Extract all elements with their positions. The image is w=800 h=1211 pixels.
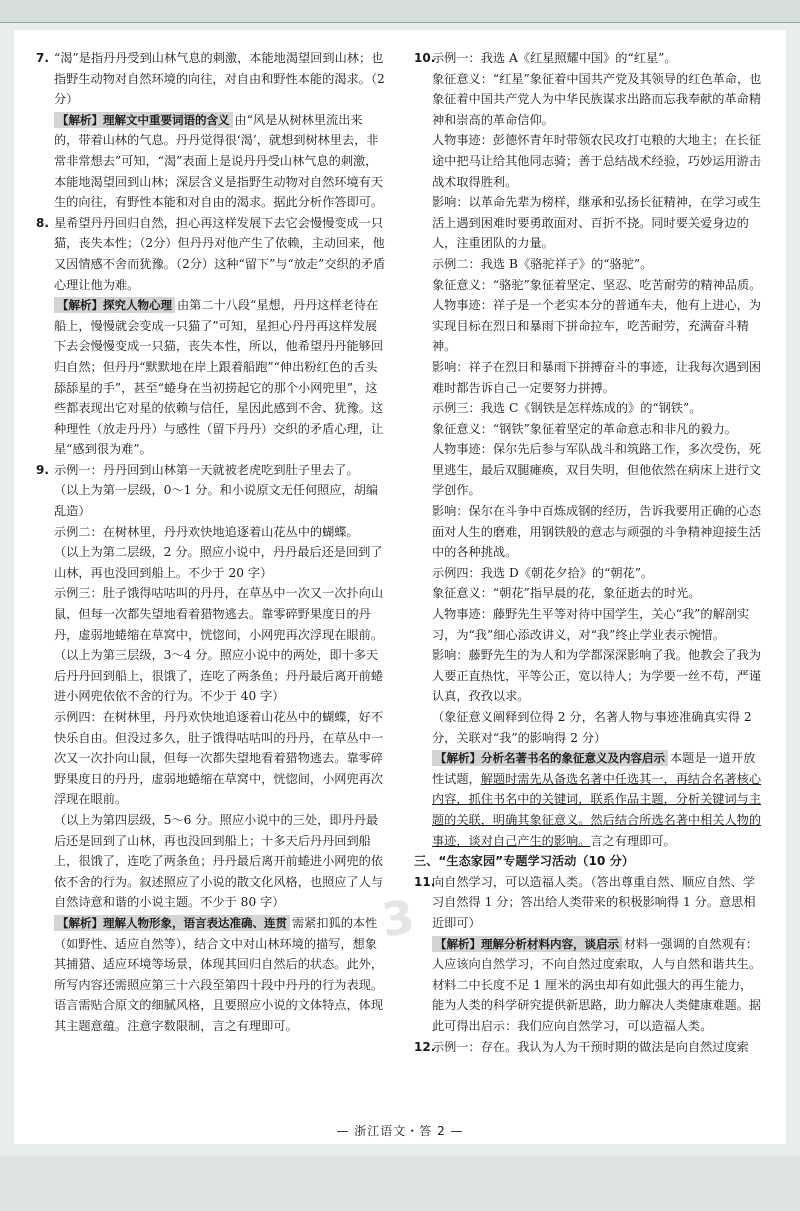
analysis-tag: 【解析】分析名著书名的象征意义及内容启示 [432,750,668,766]
example-1-title: 示例一：我选 A《红星照耀中国》的“红星”。 [432,51,677,65]
analysis-underlined: 解题时需先从备选名著中任选其一，再结合名著核心内容，抓住书名中的关键词，联系作品主题，分析关键词与主题的关联，明确其象征意义。然后结合所选名著中相关人物的事迹，谈对自己产生的影响。 [432,771,762,848]
example-4: 示例四：在树林里，丹丹欢快地追逐着山花丛中的蝴蝶，好不快乐自由。但没过多久，肚子饿得咕咕叫的丹丹，在草丛中一次又一次扑向山鼠，但每一次都失望地看着猎物逃去。靠零碎野果度日的丹丹，虚弱地蜷缩在草窝中，恍惚间，小网兜再次浮现在眼前。 [54,710,384,807]
example-1-deeds: 人物事迹：彭德怀青年时带领农民攻打屯粮的大地主；在长征途中把马让给其他同志骑；善于总结战术经验，巧妙运用游击战术取得胜利。 [432,133,762,189]
question-12 [414,1037,764,1058]
example-3-title: 示例三：我选 C《钢铁是怎样炼成的》的“钢铁”。 [432,401,702,416]
answer-text: 示例一：存在。我认为人为干预时期的做法是向自然过度索 [432,1039,749,1054]
example-3-deeds: 人物事迹：保尔先后参与军队战斗和筑路工作，多次受伤，死里逃生，最后双腿瘫痪，双目失明，但他依然在病床上进行文学创作。 [432,442,762,498]
scoring-note: （象征意义阐释到位得 2 分，名著人物与事迹准确真实得 2 分，关联对“我”的影响得 2 分） [432,710,752,745]
bottom-band [0,1156,800,1211]
level-4-note: （以上为第四层级，5～6 分。照应小说中的三处，即丹丹最后还是回到了山林，再也没回到船上；十多天后丹丹回到船上，很饿了，连吃了两条鱼；丹丹最后离开前蜷进小网兜的依依不舍的行为。叙述照应了小说的散文化风格，也照应了人与自然诗意和谐的小说主题。不少于 80 字） [54,812,384,910]
top-band [0,0,800,22]
analysis-tag: 【解析】理解人物形象，语言表达准确、连贯 [54,915,290,931]
example-3-symbol: 象征意义：“钢铁”象征着坚定的革命意志和非凡的毅力。 [432,421,737,436]
example-4-effect: 影响：藤野先生的为人和为学都深深影响了我。他教会了我为人要正直热忱，平等公正，宽以待人；为学要一丝不苟，严谨认真，孜孜以求。 [432,648,762,704]
question-number: 9. [36,462,49,477]
example-2: 示例二：在树林里，丹丹欢快地追逐着山花丛中的蝴蝶。 [54,524,359,539]
page-edge [0,22,800,23]
example-2-deeds: 人物事迹：祥子是一个老实本分的普通车夫，他有上进心，为实现目标在烈日和暴雨下拼命拉车，吃苦耐劳，充满奋斗精神。 [432,298,762,354]
example-3-effect: 影响：保尔在斗争中百炼成钢的经历，告诉我要用正确的心态面对人生的磨难，用钢铁般的意志与顽强的斗争精神迎接生活中的各种挑战。 [432,504,762,560]
level-1-note: （以上为第一层级，0～1 分。和小说原文无任何照应，胡编乱造） [54,483,379,519]
analysis-text: 需紧扣狐的本性（如野性、适应自然等），结合文中对山林环境的描写，想象其捕猎、适应环境等场景，体现其回归自然后的状态。此外，所写内容还需照应第三十六段至第四十段中丹丹的行为表现。语言需贴合原文的细腻风格，且要照应小说的文体特点，体现其主题意蕴。注意字数限制，言之有理即可。 [54,915,384,1033]
section-heading: 三、“生态家园”专题学习活动（10 分） [414,854,635,869]
question-9 [36,460,386,1037]
example-1-symbol: 象征意义：“红星”象征着中国共产党及其领导的红色革命，也象征着中国共产党人为中华民族谋求出路而忘我奉献的革命精神和崇高的革命信仰。 [432,71,762,127]
question-number: 12. [414,1039,436,1054]
example-2-symbol: 象征意义：“骆驼”象征着坚定、坚忍、吃苦耐劳的精神品质。 [432,277,762,292]
question-number: 11. [414,874,436,889]
watermark-logo: 3 [378,889,418,948]
question-number: 10. [414,51,436,65]
answer-text: 星希望丹丹回归自然，担心再这样发展下去它会慢慢变成一只猫，丧失本性；（2分）但丹丹对他产生了依赖，主动回来，他又因情感不舍而犹豫。（2分）这种“留下”与“放走”交织的矛盾心理让他为难。 [54,215,386,292]
answer-text: 向自然学习，可以造福人类。（答出尊重自然、顺应自然、学习自然得 1 分；答出给人类带来的积极影响得 1 分。意思相近即可） [432,874,756,930]
left-column [36,48,386,1037]
example-2-title: 示例二：我选 B《骆驼祥子》的“骆驼”。 [432,256,653,271]
example-2-effect: 影响：祥子在烈日和暴雨下拼搏奋斗的事迹，让我每次遇到困难时都告诉自己一定要努力拼搏。 [432,359,762,395]
answer-text: “渴”是指丹丹受到山林气息的刺激，本能地渴望回到山林；也指野生动物对自然环境的向往，对自由和野性本能的渴求。（2分） [54,51,385,107]
analysis-text: 本题是一道开放性试题， [432,751,756,786]
example-4-symbol: 象征意义：“朝花”指早晨的花，象征逝去的时光。 [432,586,701,601]
answer-page [14,30,786,1144]
page-footer: — 浙江语文・答 2 — [336,1124,464,1138]
level-2-note: （以上为第二层级，2 分。照应小说中，丹丹最后还是回到了山林，再也没回到船上。不少于 20 字） [54,545,383,580]
analysis-tag: 【解析】理解分析材料内容，谈启示 [432,936,622,952]
example-1-effect: 影响：以革命先辈为榜样，继承和弘扬长征精神，在学习或生活上遇到困难时要勇敢面对、百折不挠。同时要关爱身边的人，注重团队的力量。 [432,195,762,251]
level-3-note: （以上为第三层级，3～4 分。照应小说中的两处，即十多天后丹丹回到船上，很饿了，连吃了两条鱼；丹丹最后离开前蜷进小网兜依依不舍的行为。不少于 40 字） [54,648,384,704]
analysis-text: 材料一强调的自然观有：人应该向自然学习，不向自然过度索取，人与自然和谐共生。材料二中长度不足 1 厘米的涡虫却有如此强大的再生能力，能为人类的科学研究提供新思路，助力解决人类健康难题。据此可得出启示：我们应向自然学习，可以造福人类。 [432,936,762,1033]
question-number: 8. [36,215,49,230]
analysis-text-end: 言之有理即可。 [590,833,676,848]
example-1: 示例一：丹丹回到山林第一天就被老虎吃到肚子里去了。 [54,462,359,477]
analysis-text: 由第二十八段“星想，丹丹这样老待在船上，慢慢就会变成一只猫了”可知，星担心丹丹再这样发展下去会慢慢变成一只猫，丧失本性，所以，他希望丹丹能够回归自然；但丹丹“默默地在岸上跟着船跑”“伸出粉红色的舌头舔舔星的手”，甚至“蜷身在当初捞起它的那个小网兜里”，这些都表现出它对星的依赖与信任，星因此感到不舍、犹豫。这种理性（放走丹丹）与感性（留下丹丹）交织的矛盾心理，让星“感到很为难”。 [54,298,384,457]
example-4-deeds: 人物事迹：藤野先生平等对待中国学生，关心“我”的解剖实习，为“我”细心添改讲义，对“我”终止学业表示惋惜。 [432,607,750,642]
example-4-title: 示例四：我选 D《朝花夕拾》的“朝花”。 [432,565,654,580]
question-10 [414,48,764,851]
analysis-tag: 【解析】探究人物心理 [54,297,175,313]
question-number: 7. [36,51,49,65]
analysis-tag: 【解析】理解文中重要词语的含义 [54,112,233,128]
question-7 [36,48,386,213]
analysis-text: 由“风是从树林里流出来的，带着山林的气息。丹丹觉得很‘渴’，就想到树林里去，非常非常想去”可知，“渴”表面上是说丹丹受山林气息的刺激，本能地渴望回到山林；深层含义是指野生动物对自然环境有天生的向往，有野性本能和对自由的渴求。据此分析作答即可。 [54,112,384,210]
example-3: 示例三：肚子饿得咕咕叫的丹丹，在草丛中一次又一次扑向山鼠，但每一次都失望地看着猎物逃去。靠零碎野果度日的丹丹，虚弱地蜷缩在草窝中，恍惚间，小网兜再次浮现在眼前。 [54,586,384,642]
question-8 [36,213,386,460]
